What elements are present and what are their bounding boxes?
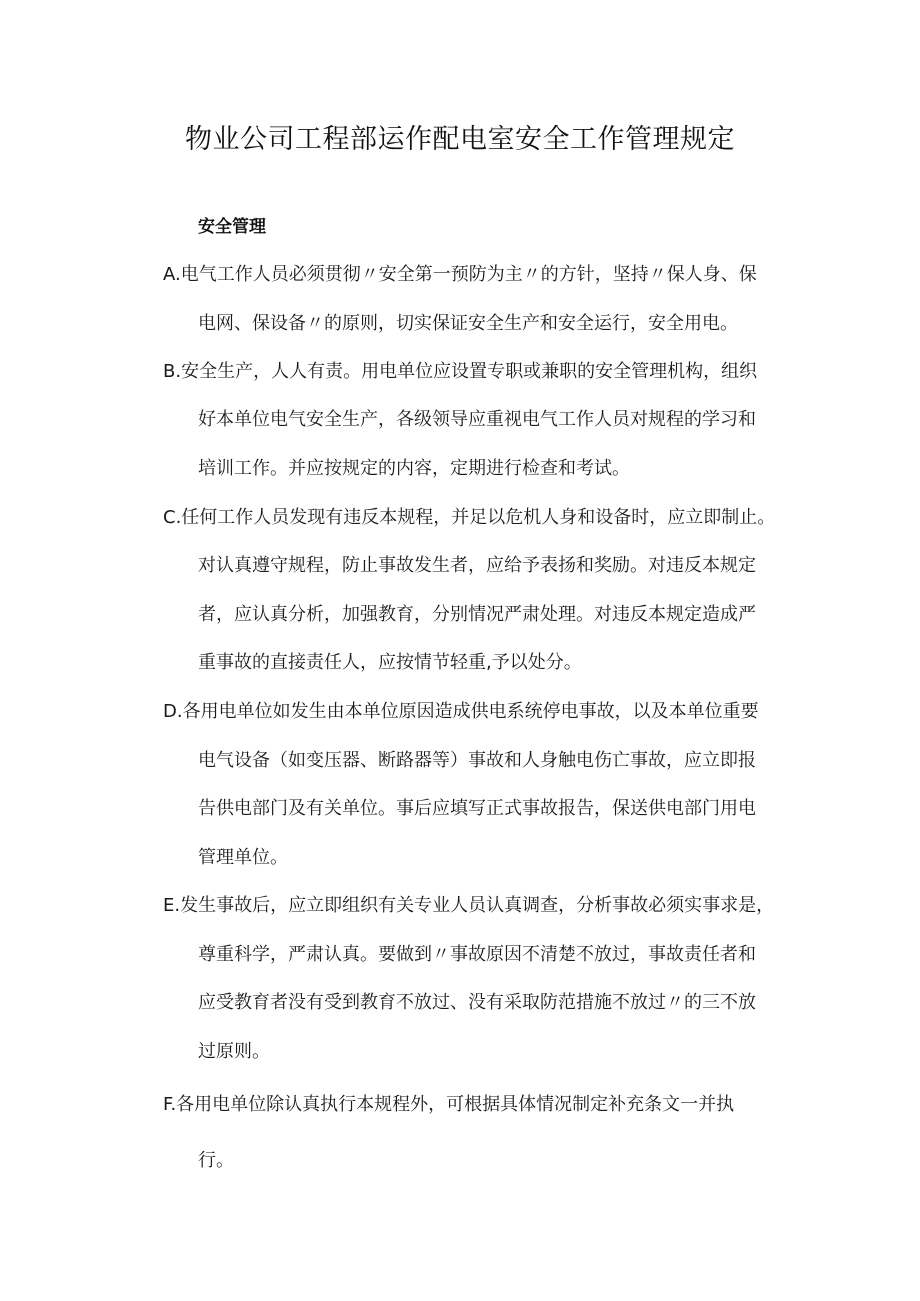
section-heading: 安全管理 bbox=[198, 217, 266, 237]
item-b-line-3: 培训工作。并应按规定的内容，定期进行检查和考试。 bbox=[198, 458, 630, 479]
item-c-line-2: 对认真遵守规程，防止事故发生者，应给予表扬和奖励。对违反本规定 bbox=[198, 555, 756, 576]
item-e-line-2: 尊重科学，严肃认真。要做到〃事故原因不清楚不放过，事故责任者和 bbox=[198, 944, 756, 965]
item-d-line-2: 电气设备（如变压器、断路器等）事故和人身触电伤亡事故，应立即报 bbox=[198, 750, 756, 771]
item-d-line-1: D.各用电单位如发生由本单位原因造成供电系统停电事故，以及本单位重要 bbox=[163, 701, 759, 722]
item-c-line-1: C.任何工作人员发现有违反本规程，并足以危机人身和设备时，应立即制止。 bbox=[163, 507, 776, 528]
item-b-line-2: 好本单位电气安全生产，各级领导应重视电气工作人员对规程的学习和 bbox=[198, 409, 756, 430]
item-f-line-2: 行。 bbox=[198, 1150, 234, 1171]
item-a-line-2: 电网、保设备〃的原则，切实保证安全生产和安全运行，安全用电。 bbox=[198, 313, 738, 334]
item-c-line-4: 重事故的直接责任人，应按情节轻重,予以处分。 bbox=[198, 652, 582, 673]
item-f-line-1: F.各用电单位除认真执行本规程外，可根据具体情况制定补充条文一并执 bbox=[163, 1094, 735, 1115]
item-c-line-3: 者，应认真分析，加强教育，分别情况严肃处理。对违反本规定造成严 bbox=[198, 604, 756, 625]
item-d-line-3: 告供电部门及有关单位。事后应填写正式事故报告，保送供电部门用电 bbox=[198, 798, 756, 819]
item-e-line-4: 过原则。 bbox=[198, 1041, 270, 1062]
item-e-line-3: 应受教育者没有受到教育不放过、没有采取防范措施不放过〃的三不放 bbox=[198, 992, 756, 1013]
document-title: 物业公司工程部运作配电室安全工作管理规定 bbox=[185, 124, 735, 155]
item-a-line-1: A.电气工作人员必须贯彻〃安全第一预防为主〃的方针，坚持〃保人身、保 bbox=[163, 264, 757, 285]
item-e-line-1: E.发生事故后，应立即组织有关专业人员认真调查，分析事故必须实事求是， bbox=[163, 895, 775, 916]
item-d-line-4: 管理单位。 bbox=[198, 847, 288, 868]
item-b-line-1: B.安全生产，人人有责。用电单位应设置专职或兼职的安全管理机构，组织 bbox=[163, 361, 758, 382]
